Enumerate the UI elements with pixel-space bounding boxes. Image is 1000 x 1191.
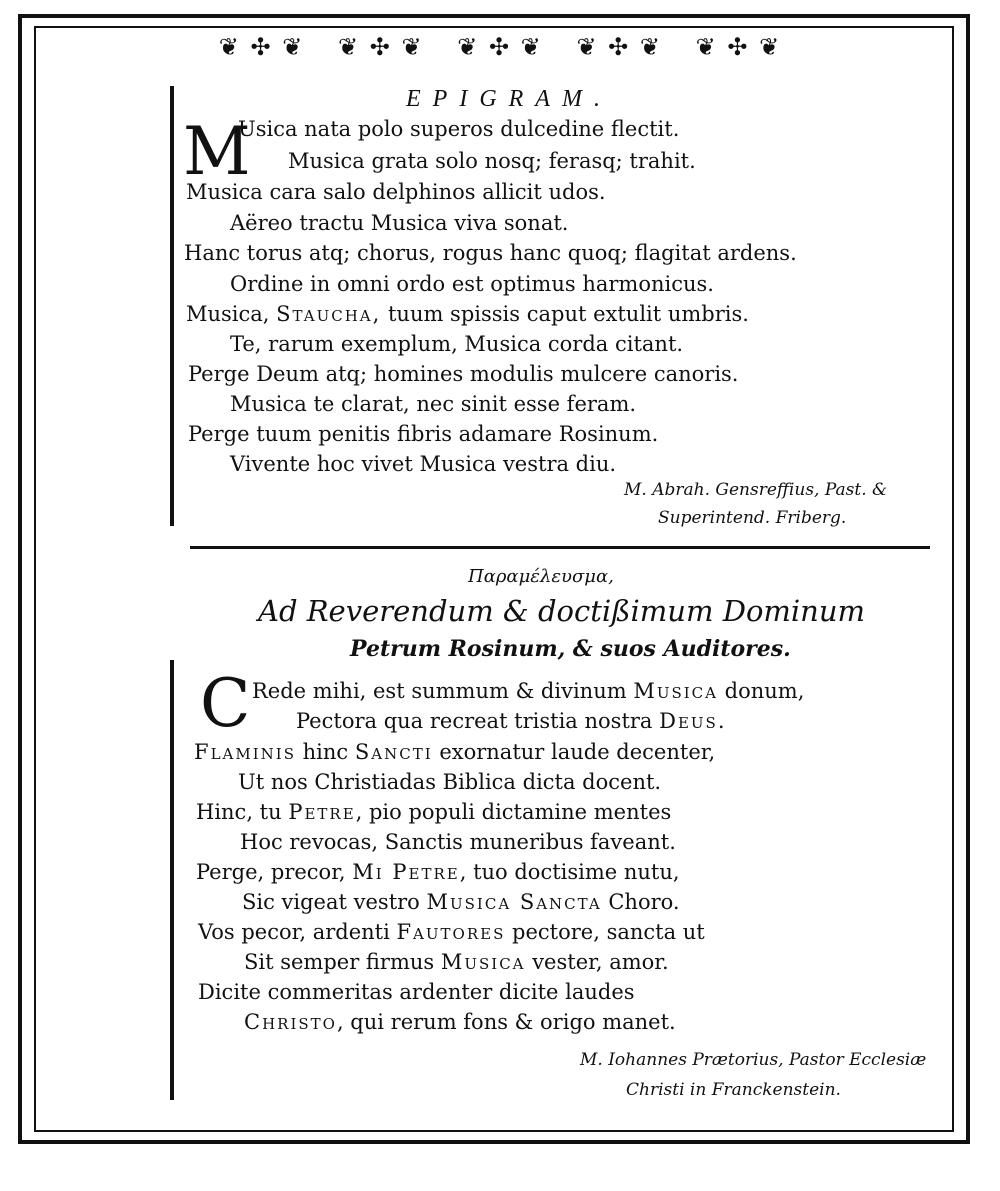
paraenesis-line-12 [244, 1007, 676, 1037]
epigram-line-7 [186, 299, 749, 329]
paraenesis-line-2 [296, 706, 725, 736]
epigram-signature-1: M. Abrah. Gensreffius, Past. & [624, 480, 888, 500]
epigram-signature-2: Superintend. Friberg. [658, 508, 847, 528]
text-run: Dicite commeritas ardenter dicite laudes [198, 980, 635, 1004]
section-divider [190, 546, 930, 549]
epigram-line-6: Ordine in omni ordo est optimus harmonicus. [230, 272, 714, 296]
epigram-line-12: Vivente hoc vivet Musica vestra diu. [230, 452, 617, 476]
caps-run: Fautores [396, 920, 506, 944]
paraenesis-line-5 [196, 797, 671, 827]
text-run: , qui rerum fons & origo manet. [336, 1010, 676, 1034]
epigram-line-7-end: tuum spissis caput extulit umbris. [387, 302, 749, 326]
epigram-dropcap: M [183, 113, 251, 190]
text-run: Sit semper firmus [244, 950, 441, 974]
text-run: Sic vigeat vestro [242, 890, 427, 914]
text-run: Vos pecor, ardenti [198, 920, 397, 944]
paraenesis-line-8 [242, 887, 680, 917]
text-run: . [717, 709, 725, 733]
caps-run: Sancti [354, 740, 433, 764]
ornament-glyph: ❦ ✣ ❦ [337, 33, 424, 61]
left-rule-top [170, 86, 174, 526]
paraenesis-line-1 [252, 676, 804, 706]
text-run: Pectora qua recreat tristia nostra [296, 709, 660, 733]
epigram-line-11: Perge tuum penitis fibris adamare Rosinum. [188, 422, 659, 446]
text-run: Perge, precor, [196, 860, 353, 884]
epigram-title: EPIGRAM. [406, 86, 612, 112]
paraenesis-line-7 [196, 857, 680, 887]
caps-run: Musica [440, 950, 526, 974]
caps-run: Deus [659, 709, 718, 733]
epigram-line-9: Perge Deum atq; homines modulis mulcere canoris. [188, 362, 739, 386]
dedication-heading: Ad Reverendum & doctißimum Dominum [258, 594, 866, 628]
paraenesis-line-9 [198, 917, 705, 947]
caps-run: Christo [244, 1010, 337, 1034]
text-run: Hoc revocas, Sanctis muneribus faveant. [240, 830, 676, 854]
epigram-line-7-start: Musica, [186, 302, 270, 326]
text-run: hinc [295, 740, 355, 764]
paraenesis-line-11 [198, 977, 635, 1007]
ornament-band [0, 33, 1000, 61]
epigram-line-3: Musica cara salo delphinos allicit udos. [186, 180, 606, 204]
epigram-line-2: Musica grata solo nosq; ferasq; trahit. [288, 149, 696, 173]
text-run: pectore, sancta ut [505, 920, 705, 944]
caps-run: Musica Sancta [426, 890, 602, 914]
paraenesis-line-3 [194, 737, 715, 767]
greek-title: Παραμέλευσμα, [468, 566, 614, 587]
text-run: exornatur laude decenter, [432, 740, 716, 764]
ornament-glyph: ❦ ✣ ❦ [218, 33, 305, 61]
text-run: vester, amor. [525, 950, 669, 974]
caps-run: Petre [288, 800, 356, 824]
paraenesis-signature-2: Christi in Franckenstein. [626, 1080, 841, 1100]
text-run: , tuo doctisime nutu, [459, 860, 680, 884]
epigram-line-10: Musica te clarat, nec sinit esse feram. [230, 392, 637, 416]
left-rule-bottom [170, 660, 174, 1100]
caps-run: Flaminis [194, 740, 296, 764]
ornament-glyph: ❦ ✣ ❦ [576, 33, 663, 61]
text-run: Choro. [601, 890, 680, 914]
epigram-line-8: Te, rarum exemplum, Musica corda citant. [230, 332, 684, 356]
staucha-name: Staucha, [276, 302, 382, 326]
text-run: donum, [717, 679, 805, 703]
dedication-subheading: Petrum Rosinum, & suos Auditores. [350, 636, 791, 662]
caps-run: Musica [633, 679, 718, 703]
ornament-glyph: ❦ ✣ ❦ [695, 33, 782, 61]
paraenesis-line-6 [240, 827, 676, 857]
epigram-line-4: Aëreo tractu Musica viva sonat. [230, 211, 569, 235]
text-run: Hinc, tu [196, 800, 289, 824]
paraenesis-line-4 [238, 767, 661, 797]
text-run: , pio populi dictamine mentes [355, 800, 672, 824]
ornament-glyph: ❦ ✣ ❦ [457, 33, 543, 61]
paraenesis-signature-1: M. Iohannes Prætorius, Pastor Ecclesiæ [580, 1050, 927, 1070]
paraenesis-line-10 [244, 947, 669, 977]
epigram-line-1: Usica nata polo superos dulcedine flectit. [238, 117, 680, 141]
paraenesis-dropcap: C [200, 665, 251, 742]
caps-run: Mi Petre [352, 860, 460, 884]
epigram-line-5: Hanc torus atq; chorus, rogus hanc quoq; flagitat ardens. [184, 241, 797, 265]
text-run: Ut nos Christiadas Biblica dicta docent. [238, 770, 662, 794]
text-run: Rede mihi, est summum & divinum [252, 679, 634, 703]
